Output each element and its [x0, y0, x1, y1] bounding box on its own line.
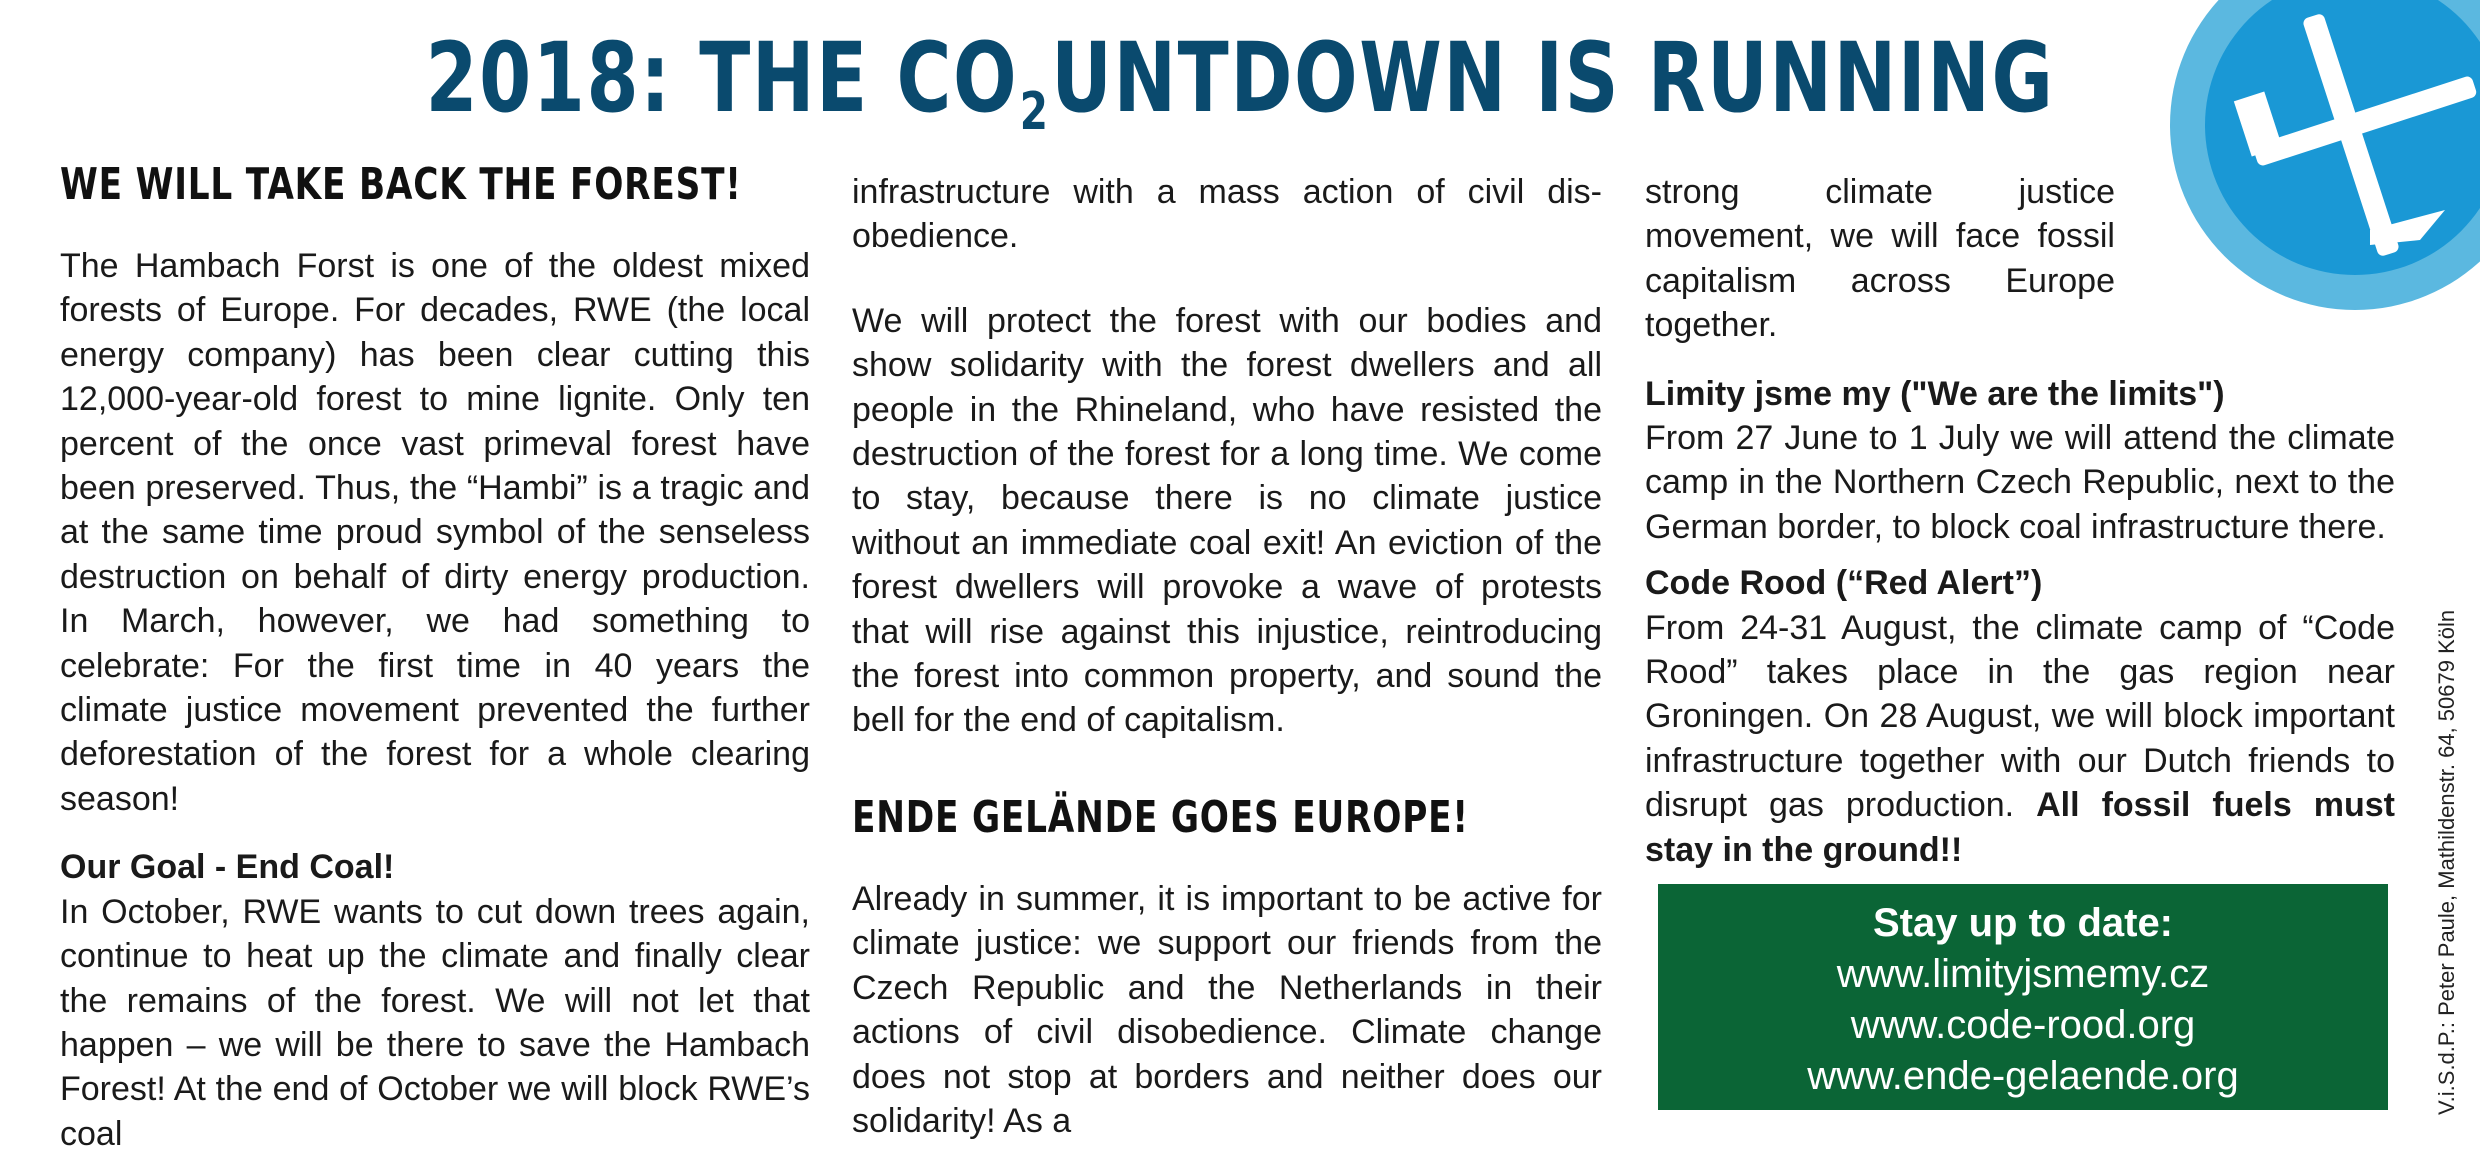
imprint-text: V.i.S.d.P.: Peter Paule, Mathildenstr. 64, 50679 Köln [2434, 609, 2459, 1115]
column-3 [1645, 150, 2395, 872]
section-heading-ende-gelaende: ENDE GELÄNDE GOES EUROPE! [852, 791, 1469, 843]
section-heading-forest: WE WILL TAKE BACK THE FOREST! [60, 159, 742, 210]
paragraph-czech-camp: From 27 June to 1 July we will attend the climate camp in the Northern Czech Republic, next to the German border, to block coal infrastructure there. [1645, 419, 2395, 546]
link-ende-gelaende[interactable]: www.ende-gelaende.org [1807, 1054, 2239, 1098]
column-2 [852, 150, 1602, 1143]
stay-updated-box [1658, 884, 2388, 1110]
paragraph-protect-forest: We will protect the forest with our bodies and show solidarity with the forest dwellers and all people in the Rhineland, who have resisted the destruction of the forest for a long time. We come to stay, because there is no climate justice without an immediate coal exit! An eviction of the forest dwellers will provoke a wave of protests that will rise against this injustice, reintroducing the forest into common property, and sound the bell for the end of capitalism. [852, 301, 1602, 740]
fossil-fuels-slogan: All fossil fuels must stay in the ground!! [1645, 786, 2395, 869]
paragraph-movement: strong climate justice movement, we will face fossil capitalism across Europe together. [1645, 173, 2115, 345]
paragraph-summer: Already in summer, it is important to be active for climate justice: we support our friends from the Czech Republic and the Netherlands in their actions of civil disobedience. Climate change does not stop at borders and neither does our solidarity! As a [852, 879, 1602, 1140]
subheading-code-rood: Code Rood (“Red Alert”) [1645, 564, 2043, 603]
subheading-goal: Our Goal - End Coal! [60, 848, 395, 887]
column-1 [60, 150, 810, 1156]
page-headline [273, 18, 2207, 154]
stay-updated-title: Stay up to date: [1872, 901, 2174, 945]
headline-part1: 2018: THE CO [425, 22, 1019, 134]
paragraph-groningen [1645, 606, 2395, 872]
paragraph-october: In October, RWE wants to cut down trees again, continue to heat up the climate and finally clear the remains of the forest. We will not let that happen – we will be there to save the Hambach Forest! At the end of October we will block RWE’s coal [60, 892, 810, 1153]
paragraph-hambach: The Hambach Forst is one of the oldest mixed forests of Europe. For decades, RWE (the local energy company) has been clear cutting this 12,000-year-old forest to mine lignite. Only ten percent of the once vast primeval forest have been preserved. Thus, the “Hambi” is a tragic and at the same time proud symbol of the senseless destruction on behalf of dirty energy production. In March, however, we had something to celebrate: For the first time in 40 years the climate justice movement prevented the further deforestation of the forest for a whole clearing season! [60, 247, 810, 818]
link-limity[interactable]: www.limityjsmemy.cz [1836, 952, 2210, 996]
subheading-limity: Limity jsme my ("We are the limits") [1645, 374, 2225, 413]
paragraph-infrastructure: infrastructure with a mass action of civil dis-obedience. [852, 173, 1602, 256]
groningen-text: From 24-31 August, the climate camp of “Code Rood” takes place in the gas region near Groningen. On 28 August, we will block important infrastructure together with our Dutch friends to disrupt gas production. [1645, 608, 2395, 825]
headline-part2: UNTDOWN IS RUNNING [1051, 22, 2055, 134]
headline-subscript: 2 [1019, 82, 1050, 142]
link-code-rood[interactable]: www.code-rood.org [1850, 1003, 2196, 1047]
